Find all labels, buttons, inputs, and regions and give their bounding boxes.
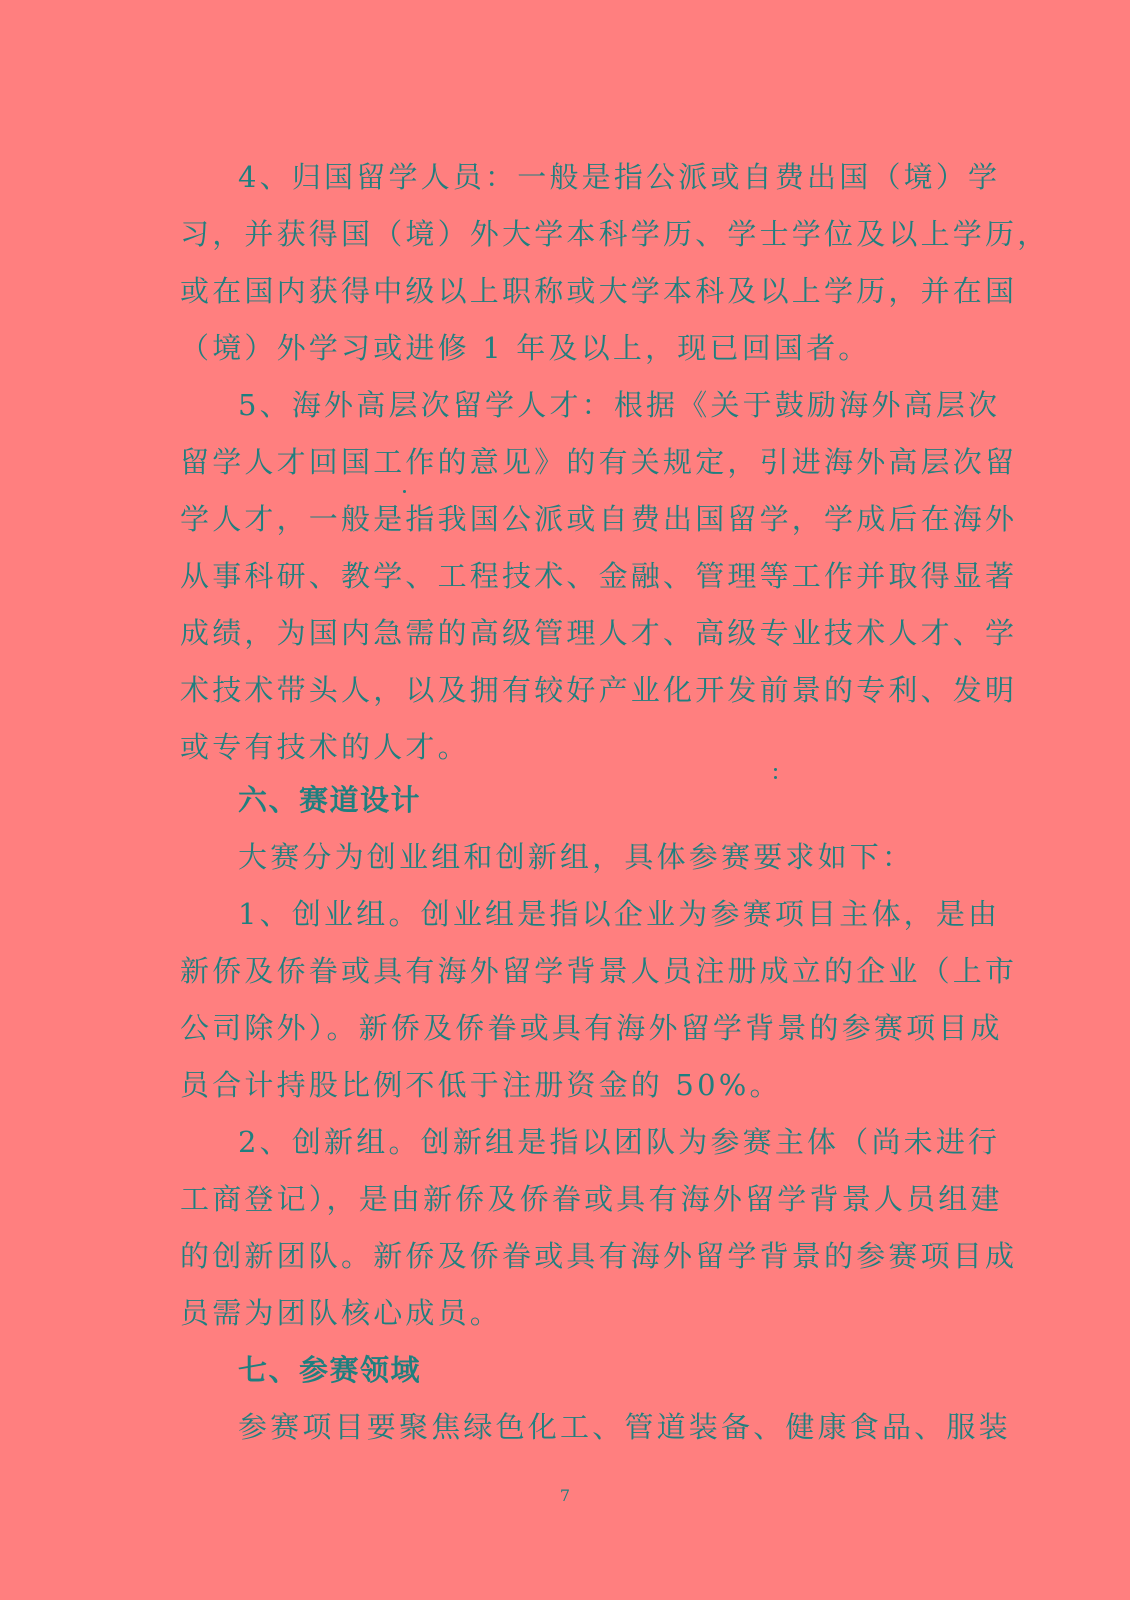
paragraph-line: 2、创新组。创新组是指以团队为参赛主体（尚未进行 — [238, 1125, 1001, 1159]
scan-mark — [403, 490, 406, 493]
section-heading: 七、参赛领域 — [238, 1353, 422, 1387]
paragraph-line: 的创新团队。新侨及侨眷或具有海外留学背景的参赛项目成 — [180, 1239, 1018, 1273]
paragraph-line: 4、归国留学人员：一般是指公派或自费出国（境）学 — [238, 160, 1001, 194]
paragraph-line: 公司除外）。新侨及侨眷或具有海外留学背景的参赛项目成 — [180, 1011, 1003, 1045]
paragraph-line: （境）外学习或进修 1 年及以上，现已回国者。 — [180, 331, 871, 365]
paragraph-line: 术技术带头人，以及拥有较好产业化开发前景的专利、发明 — [180, 673, 1018, 707]
paragraph-line: 习，并获得国（境）外大学本科学历、学士学位及以上学历， — [180, 217, 1050, 251]
paragraph-line: 或在国内获得中级以上职称或大学本科及以上学历，并在国 — [180, 274, 1018, 308]
paragraph-line: 学人才，一般是指我国公派或自费出国留学，学成后在海外 — [180, 502, 1018, 536]
scan-mark — [774, 776, 777, 779]
paragraph-line: 留学人才回国工作的意见》的有关规定，引进海外高层次留 — [180, 445, 1018, 479]
paragraph-line: 员合计持股比例不低于注册资金的 50%。 — [180, 1068, 782, 1102]
paragraph-line: 参赛项目要聚焦绿色化工、管道装备、健康食品、服装 — [238, 1410, 1011, 1444]
paragraph-line: 从事科研、教学、工程技术、金融、管理等工作并取得显著 — [180, 559, 1018, 593]
paragraph-line: 1、创业组。创业组是指以企业为参赛项目主体，是由 — [238, 897, 1001, 931]
paragraph-line: 工商登记），是由新侨及侨眷或具有海外留学背景人员组建 — [180, 1182, 1003, 1216]
paragraph-line: 成绩，为国内急需的高级管理人才、高级专业技术人才、学 — [180, 616, 1018, 650]
paragraph-line: 新侨及侨眷或具有海外留学背景人员注册成立的企业（上市 — [180, 954, 1018, 988]
paragraph-line: 或专有技术的人才。 — [180, 730, 470, 764]
paragraph-line: 员需为团队核心成员。 — [180, 1296, 503, 1330]
scan-mark — [774, 768, 777, 771]
section-heading: 六、赛道设计 — [238, 783, 422, 817]
section-intro: 大赛分为创业组和创新组，具体参赛要求如下： — [238, 840, 915, 874]
page-number: 7 — [559, 1486, 571, 1505]
paragraph-line: 5、海外高层次留学人才：根据《关于鼓励海外高层次 — [238, 388, 1001, 422]
